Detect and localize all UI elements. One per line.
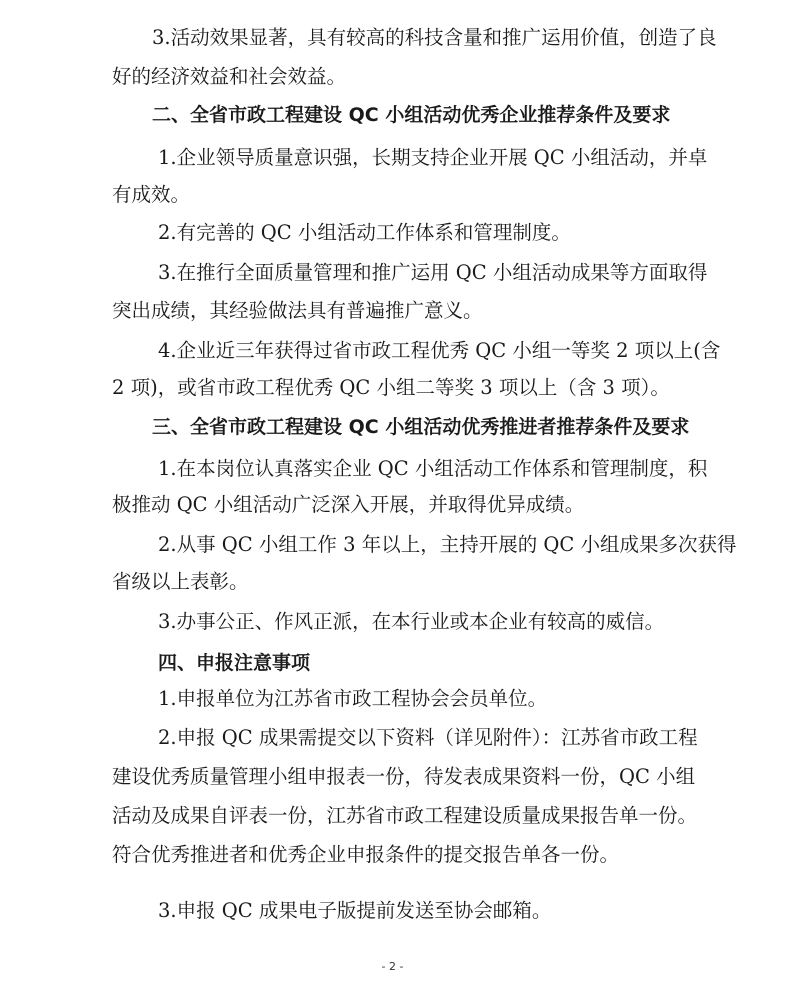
paragraph-line: 活动及成果自评表一份，江苏省市政工程建设质量成果报告单一份。 bbox=[112, 804, 698, 827]
paragraph-line: 有成效。 bbox=[112, 183, 191, 206]
paragraph-line: 符合优秀推进者和优秀企业申报条件的提交报告单各一份。 bbox=[112, 843, 620, 866]
page-number: - 2 - bbox=[381, 960, 404, 973]
paragraph-line: 极推动 QC 小组活动广泛深入开展，并取得优异成绩。 bbox=[112, 493, 585, 516]
paragraph-line: 2 项)，或省市政工程优秀 QC 小组二等奖 3 项以上（含 3 项）。 bbox=[112, 376, 670, 399]
paragraph-line: 3.申报 QC 成果电子版提前发送至协会邮箱。 bbox=[158, 899, 552, 922]
paragraph-line: 3.在推行全面质量管理和推广运用 QC 小组活动成果等方面取得 bbox=[158, 261, 708, 284]
paragraph-line: 4.企业近三年获得过省市政工程优秀 QC 小组一等奖 2 项以上(含 bbox=[158, 339, 721, 362]
section-heading: 二、全省市政工程建设 QC 小组活动优秀企业推荐条件及要求 bbox=[152, 104, 671, 126]
paragraph-line: 突出成绩，其经验做法具有普遍推广意义。 bbox=[112, 299, 483, 322]
paragraph-line: 2.从事 QC 小组工作 3 年以上，主持开展的 QC 小组成果多次获得 bbox=[158, 533, 737, 556]
paragraph-line: 1.申报单位为江苏省市政工程协会会员单位。 bbox=[158, 687, 548, 710]
paragraph-line: 1.在本岗位认真落实企业 QC 小组活动工作体系和管理制度，积 bbox=[158, 457, 708, 480]
paragraph-line: 好的经济效益和社会效益。 bbox=[112, 65, 347, 88]
paragraph-line: 3.活动效果显著，具有较高的科技含量和推广运用价值，创造了良 bbox=[152, 26, 717, 49]
paragraph-line: 2.有完善的 QC 小组活动工作体系和管理制度。 bbox=[158, 221, 571, 244]
section-heading: 四、申报注意事项 bbox=[158, 652, 311, 674]
paragraph-line: 1.企业领导质量意识强，长期支持企业开展 QC 小组活动，并卓 bbox=[158, 146, 708, 169]
paragraph-line: 省级以上表彰。 bbox=[112, 570, 249, 593]
paragraph-line: 3.办事公正、作风正派，在本行业或本企业有较高的威信。 bbox=[158, 610, 665, 633]
paragraph-line: 2.申报 QC 成果需提交以下资料（详见附件）：江苏省市政工程 bbox=[158, 726, 698, 749]
section-heading: 三、全省市政工程建设 QC 小组活动优秀推进者推荐条件及要求 bbox=[152, 416, 690, 438]
paragraph-line: 建设优秀质量管理小组申报表一份，待发表成果资料一份，QC 小组 bbox=[112, 765, 696, 788]
